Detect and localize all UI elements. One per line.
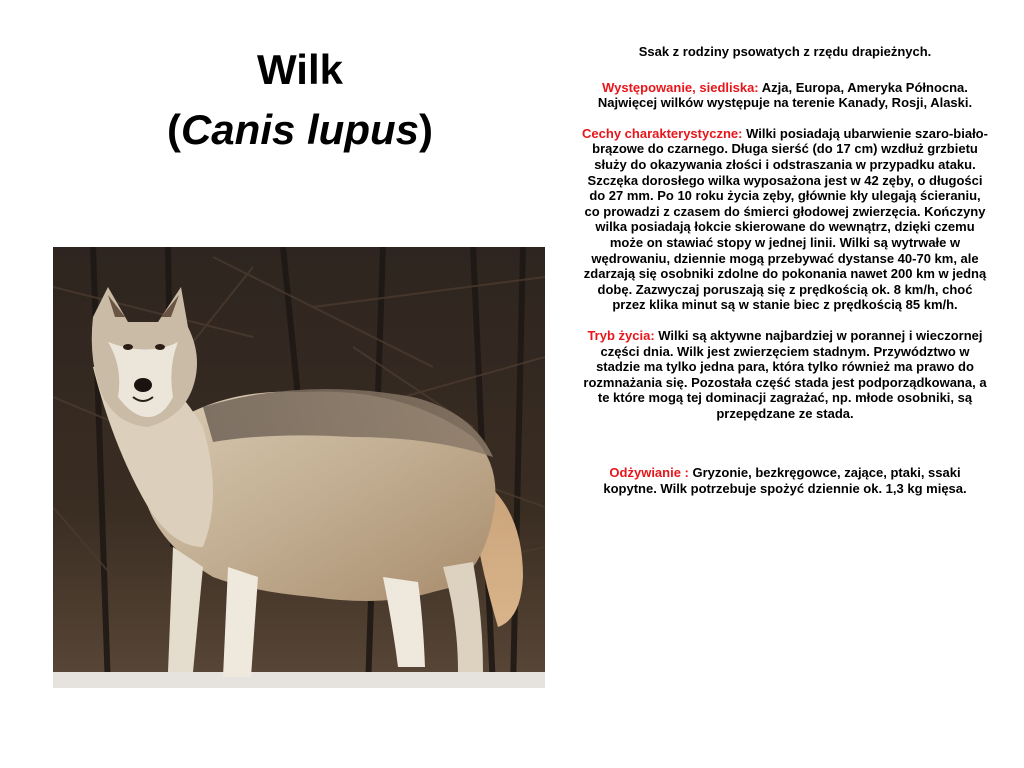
section-characteristics — [582, 126, 988, 313]
section-text: Gryzonie, bezkręgowce, zające, ptaki, ssaki kopytne. Wilk potrzebuje spożyć dziennie ok. 1,3 kg mięsa. — [603, 465, 967, 497]
paren-close: ) — [419, 106, 434, 153]
section-label: Występowanie, siedliska: — [602, 79, 759, 95]
title-common-name: Wilk — [257, 46, 343, 93]
section-text: Wilki posiadają ubarwienie szaro-biało-brązowe do czarnego. Długa sierść (do 17 cm) wzdłuż grzbietu służy do okazywania złości i odstraszania w przypadku ataku. Szczęka dorosłego wilka wyposażona jest w 42 zęby, o długości do 27 mm. Po 10 roku życia zęby, głównie kły ulegają ścieraniu, co prowadzi z czasem do śmierci głodowej zwierzęcia. Kończyny wilka posiadają łokcie skierowane do wewnątrz, dzięki czemu może on stawiać stopy w jednej linii. Wilki są wytrwałe w wędrowaniu, dziennie mogą przebywać dystanse 40-70 km, ale zdarzają się osobniki zdolne do pokonania nawet 200 km w jedną dobę. Zazwyczaj poruszają się z prędkością ok. 8 km/h, choć przez klika minut są w stanie biec z prędkością 85 km/h. — [583, 125, 988, 313]
section-habitat — [582, 80, 988, 111]
slide-title — [40, 40, 560, 160]
section-lifestyle — [582, 328, 988, 422]
paren-open: ( — [166, 106, 181, 153]
wolf-illustration — [53, 247, 545, 688]
slide-content — [582, 44, 988, 512]
latin-name: Canis lupus — [180, 106, 420, 153]
section-diet — [582, 465, 988, 496]
section-label: Tryb życia: — [587, 327, 655, 343]
section-label: Odżywianie : — [609, 465, 689, 481]
section-text: Azja, Europa, Ameryka Północna. Najwięcej wilków występuje na terenie Kanady, Rosji, Alaski. — [597, 79, 973, 111]
wolf-photo — [53, 247, 545, 688]
section-label: Cechy charakterystyczne: — [582, 125, 743, 141]
title-latin-name — [40, 100, 560, 160]
intro-text: Ssak z rodziny psowatych z rzędu drapieżnych. — [638, 44, 932, 59]
section-text: Wilki są aktywne najbardziej w porannej i wieczornej części dnia. Wilk jest zwierzęciem stadnym. Przywództwo w stadzie ma tylko jedna para, która tylko również ma prawo do rozmnażania się. Pozostała część stada jest podporządkowana, a te które mogą tej dominacji zagrażać, np. młode osobniki, są przepędzane ze stada. — [583, 327, 987, 421]
